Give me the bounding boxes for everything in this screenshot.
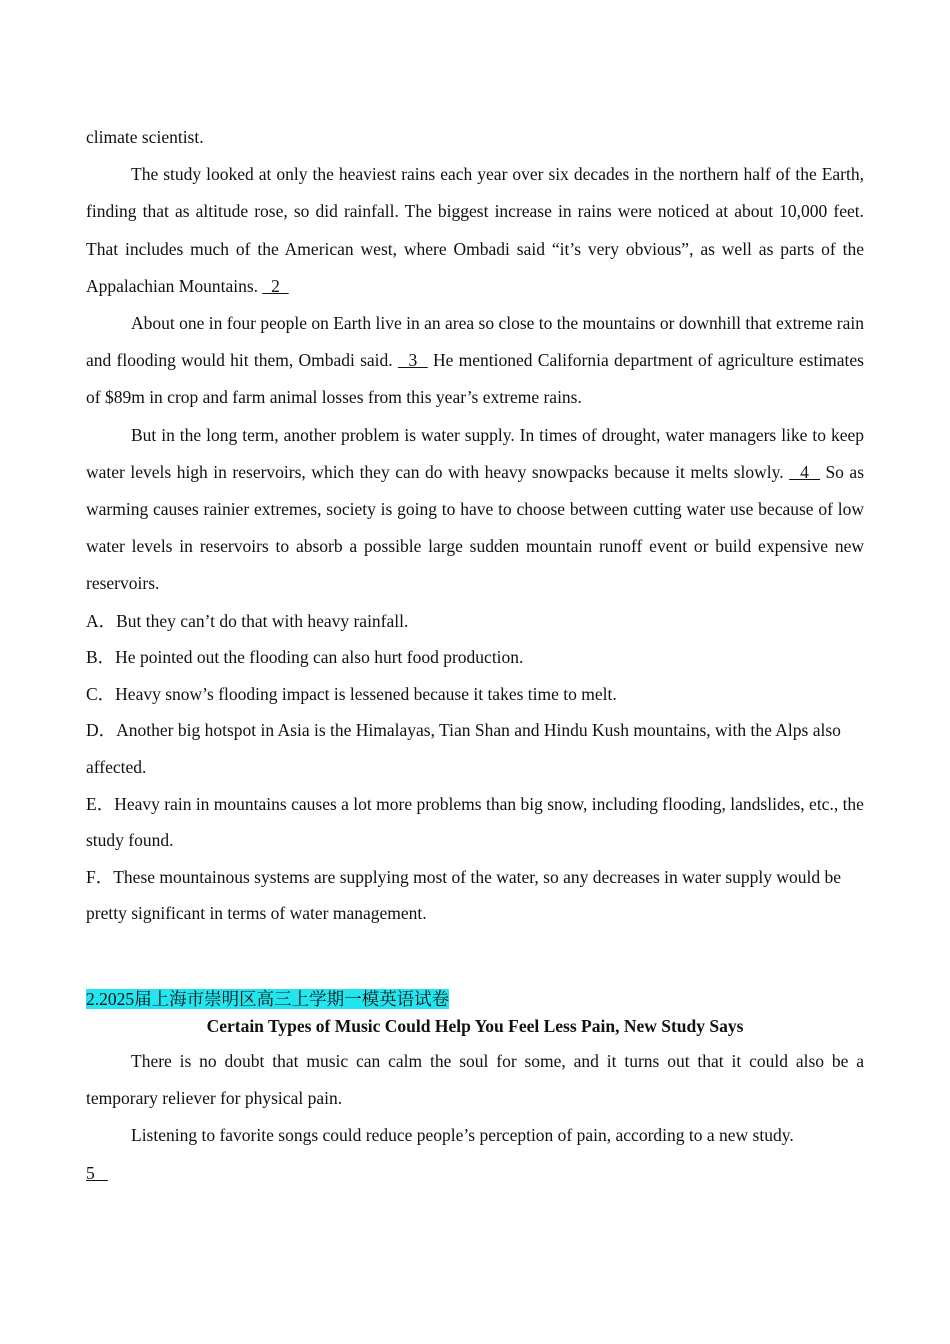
option-e: E．Heavy rain in mountains causes a lot more problems than big snow, including flooding, landslides, etc., the study found. (86, 793, 864, 851)
paragraph-text: But in the long term, another problem is water supply. In times of drought, water managers like to keep water levels high in reservoirs, which they can do with heavy snowpacks because it melts slowly. (86, 424, 864, 482)
blank-3: 3 (397, 350, 428, 371)
passage1-paragraph-3 (86, 417, 864, 603)
option-a: A．But they can’t do that with heavy rainfall. (86, 610, 409, 631)
source-highlight: 2.2025届上海市崇明区高三上学期一模英语试卷 (86, 988, 450, 1009)
passage2-paragraph-2: Listening to favorite songs could reduce people’s perception of pain, according to a new study. (131, 1125, 794, 1146)
question-source (86, 984, 864, 1014)
option-c: C．Heavy snow’s flooding impact is lessened because it takes time to melt. (86, 683, 617, 704)
blank-2: 2 (262, 275, 289, 296)
document-page (86, 119, 864, 1192)
passage1-fragment: climate scientist. (86, 127, 204, 147)
paragraph-text: He mentioned California department of agriculture estimates of $89m in crop and farm animal losses from this year’s extreme rains. (86, 350, 864, 408)
paragraph-text: So as warming causes rainier extremes, society is going to have to choose between cutting water use because of low water levels in reservoirs to absorb a possible large sudden mountain runoff event or build expensive new reservoirs. (86, 461, 865, 594)
blank-4: 4 (789, 461, 820, 482)
option-d: D．Another big hotspot in Asia is the Himalayas, Tian Shan and Hindu Kush mountains, with the Alps also affected. (86, 720, 841, 778)
paragraph-text: About one in four people on Earth live in an area so close to the mountains or downhill that extreme rain and flooding would hit them, Ombadi said. (86, 313, 864, 371)
passage1-paragraph-2 (86, 305, 864, 417)
paragraph-text: The study looked at only the heaviest rains each year over six decades in the northern half of the Earth, finding that as altitude rose, so did rainfall. The biggest increase in rains were noticed at about 10,000 feet. That includes much of the American west, where Ombadi said “it’s very obvious”, as well as parts of the Appalachian Mountains. (86, 164, 864, 296)
section-gap (86, 932, 864, 984)
passage1-paragraph-1 (86, 156, 864, 305)
passage2-blank-line (86, 1155, 864, 1192)
option-f: F．These mountainous systems are supplying most of the water, so any decreases in water supply would be pretty significant in terms of water management. (86, 866, 842, 924)
passage2-title: Certain Types of Music Could Help You Feel Less Pain, New Study Says (206, 1015, 744, 1036)
blank-5: 5 (86, 1162, 108, 1183)
passage2-paragraph-1: There is no doubt that music can calm the soul for some, and it turns out that it could also be a temporary reliever for physical pain. (86, 1050, 864, 1109)
option-b: B．He pointed out the flooding can also hurt food production. (86, 647, 524, 668)
